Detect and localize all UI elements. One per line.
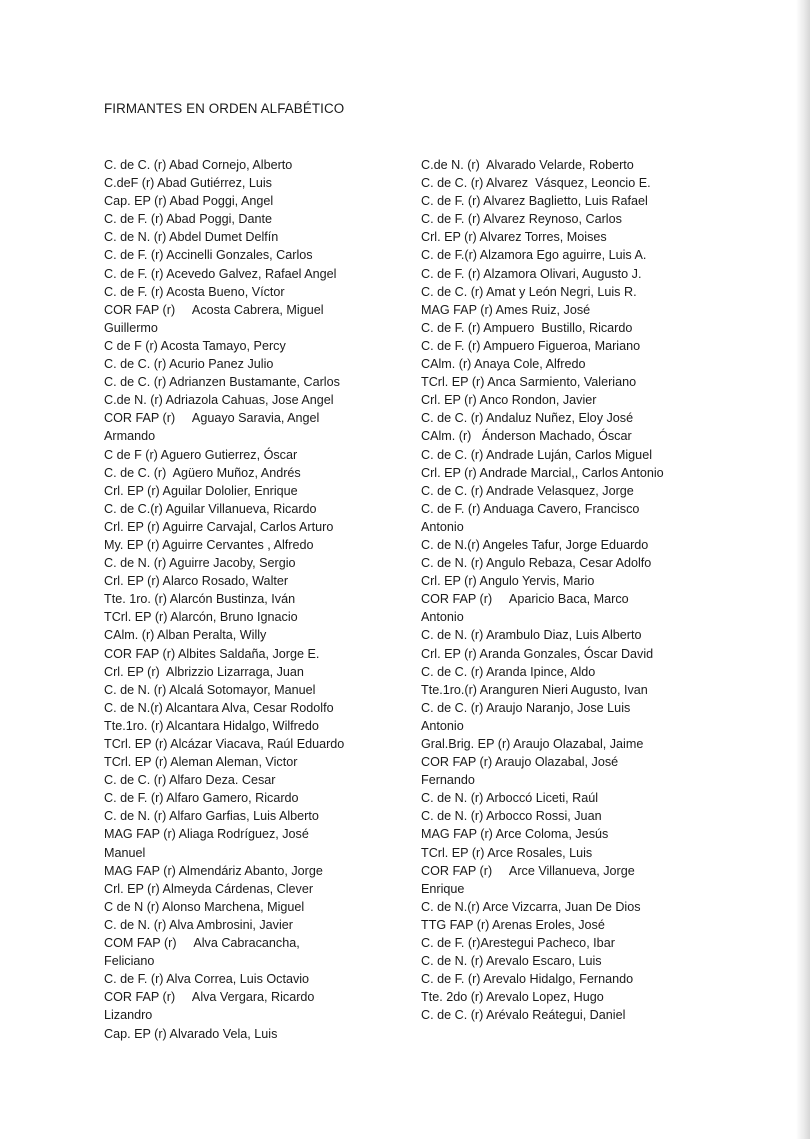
signer-line: C. de F. (r) Anduaga Cavero, Francisco [421, 501, 640, 516]
signer-line: Crl. EP (r) Angulo Yervis, Mario [421, 574, 595, 589]
signers-column-left [104, 156, 382, 1043]
signer-line: Fernando [421, 773, 475, 788]
signer-line: Guillermo [104, 320, 158, 335]
signer-line: Feliciano [104, 954, 155, 969]
signers-column-right [421, 156, 679, 1025]
signer-line: Cap. EP (r) Alvarado Vela, Luis [104, 1026, 278, 1041]
signer-line: C. de F. (r) Acevedo Galvez, Rafael Angel [104, 266, 337, 281]
signer-line: C. de C. (r) Alvarez Vásquez, Leoncio E. [421, 176, 651, 191]
signer-line: Tte.1ro. (r) Alcantara Hidalgo, Wilfredo [104, 718, 319, 733]
signer-line: C. de F. (r) Ampuero Bustillo, Ricardo [421, 320, 633, 335]
signer-line: C. de N. (r) Abdel Dumet Delfín [104, 230, 279, 245]
signer-line: C. de N.(r) Alcantara Alva, Cesar Rodolfo [104, 700, 334, 715]
signer-line: C. de F. (r) Accinelli Gonzales, Carlos [104, 248, 313, 263]
signer-line: Crl. EP (r) Anco Rondon, Javier [421, 393, 597, 408]
signer-line: COR FAP (r) Aguayo Saravia, Angel [104, 411, 320, 426]
signer-line: Crl. EP (r) Almeyda Cárdenas, Clever [104, 881, 314, 896]
signer-line: C. de C. (r) Adrianzen Bustamante, Carlos [104, 375, 340, 390]
signer-line: Crl. EP (r) Andrade Marcial,, Carlos Antonio [421, 465, 664, 480]
signer-line: TCrl. EP (r) Aleman Aleman, Victor [104, 755, 298, 770]
signer-line: Crl. EP (r) Albrizzio Lizarraga, Juan [104, 664, 304, 679]
page-edge-shadow [796, 0, 810, 1139]
signer-line: CAlm. (r) Ánderson Machado, Óscar [421, 429, 632, 444]
signer-line: C. de N. (r) Aguirre Jacoby, Sergio [104, 556, 296, 571]
signer-line: C de F (r) Aguero Gutierrez, Óscar [104, 447, 298, 462]
signer-line: Crl. EP (r) Aguirre Carvajal, Carlos Arturo [104, 519, 334, 534]
signer-line: Tte. 2do (r) Arevalo Lopez, Hugo [421, 990, 604, 1005]
signer-line: C. de F. (r) Alvarez Reynoso, Carlos [421, 212, 622, 227]
signer-line: COM FAP (r) Alva Cabracancha, [104, 936, 300, 951]
signer-line: C. de N. (r) Arbocco Rossi, Juan [421, 809, 602, 824]
signer-line: C. de C. (r) Aranda Ipince, Aldo [421, 664, 596, 679]
signer-line: C. de C. (r) Abad Cornejo, Alberto [104, 158, 293, 172]
signer-line: C. de N. (r) Alva Ambrosini, Javier [104, 917, 293, 932]
signer-line: TCrl. EP (r) Arce Rosales, Luis [421, 845, 593, 860]
signer-line: C. de N.(r) Arce Vizcarra, Juan De Dios [421, 899, 641, 914]
signer-line: MAG FAP (r) Aliaga Rodríguez, José [104, 827, 309, 842]
signer-line: Gral.Brig. EP (r) Araujo Olazabal, Jaime [421, 737, 644, 751]
signer-line: C. de C. (r) Alfaro Deza. Cesar [104, 773, 276, 788]
signer-line: COR FAP (r) Albites Saldaña, Jorge E. [104, 646, 320, 661]
signer-line: C. de N. (r) Alcalá Sotomayor, Manuel [104, 682, 316, 697]
signer-line: Enrique [421, 881, 465, 896]
signer-line: Manuel [104, 845, 146, 860]
signer-line: C. de N. (r) Arboccó Liceti, Raúl [421, 791, 599, 806]
signer-line: C. de C.(r) Aguilar Villanueva, Ricardo [104, 501, 317, 516]
document-title: FIRMANTES EN ORDEN ALFABÉTICO [104, 101, 345, 116]
signer-line: TCrl. EP (r) Alarcón, Bruno Ignacio [104, 610, 298, 625]
signer-line: C. de C. (r) Agüero Muñoz, Andrés [104, 465, 301, 480]
signer-line: COR FAP (r) Aparicio Baca, Marco [421, 592, 629, 607]
signer-line: C. de C. (r) Araujo Naranjo, Jose Luis [421, 700, 631, 715]
signer-line: C. de F. (r) Arevalo Hidalgo, Fernando [421, 972, 634, 987]
signer-line: C. de F. (r)Arestegui Pacheco, Ibar [421, 936, 615, 951]
signer-line: C. de N.(r) Angeles Tafur, Jorge Eduardo [421, 537, 649, 552]
signer-line: Antonio [421, 718, 464, 733]
signer-line: Cap. EP (r) Abad Poggi, Angel [104, 194, 274, 209]
signer-line: TCrl. EP (r) Alcázar Viacava, Raúl Eduardo [104, 737, 345, 751]
signer-line: CAlm. (r) Anaya Cole, Alfredo [421, 357, 586, 372]
signer-line: C. de N. (r) Alfaro Garfias, Luis Alberto [104, 809, 319, 824]
signer-line: Armando [104, 429, 156, 444]
signer-line: MAG FAP (r) Arce Coloma, Jesús [421, 827, 609, 842]
signer-line: C. de C. (r) Acurio Panez Julio [104, 357, 274, 372]
signer-line: My. EP (r) Aguirre Cervantes , Alfredo [104, 537, 314, 552]
signer-line: C. de C. (r) Andaluz Nuñez, Eloy José [421, 411, 634, 426]
signer-line: C. de C. (r) Andrade Luján, Carlos Miguel [421, 447, 652, 462]
signer-line: Antonio [421, 610, 464, 625]
signer-line: C. de N. (r) Arambulo Diaz, Luis Alberto [421, 628, 642, 643]
signer-line: MAG FAP (r) Ames Ruiz, José [421, 302, 591, 317]
signer-line: COR FAP (r) Araujo Olazabal, José [421, 755, 619, 770]
signer-line: Tte. 1ro. (r) Alarcón Bustinza, Iván [104, 592, 296, 607]
signer-line: C.deF (r) Abad Gutiérrez, Luis [104, 176, 272, 191]
signer-line: C. de C. (r) Arévalo Reátegui, Daniel [421, 1008, 626, 1023]
signer-line: COR FAP (r) Acosta Cabrera, Miguel [104, 302, 324, 317]
signer-line: Antonio [421, 519, 464, 534]
signer-line: C. de F. (r) Alzamora Olivari, Augusto J. [421, 266, 642, 281]
signer-line: C. de N. (r) Arevalo Escaro, Luis [421, 954, 602, 969]
signer-line: C.de N. (r) Adriazola Cahuas, Jose Angel [104, 393, 334, 408]
signer-line: MAG FAP (r) Almendáriz Abanto, Jorge [104, 863, 323, 878]
signer-line: C. de F. (r) Alvarez Baglietto, Luis Rafael [421, 194, 648, 209]
signer-line: Tte.1ro.(r) Aranguren Nieri Augusto, Ivan [421, 682, 648, 697]
signer-line: COR FAP (r) Alva Vergara, Ricardo [104, 990, 315, 1005]
signer-line: C. de C. (r) Amat y León Negri, Luis R. [421, 284, 637, 299]
signer-line: COR FAP (r) Arce Villanueva, Jorge [421, 863, 635, 878]
signer-line: TCrl. EP (r) Anca Sarmiento, Valeriano [421, 375, 637, 390]
signer-line: C de N (r) Alonso Marchena, Miguel [104, 899, 305, 914]
signer-line: Crl. EP (r) Aguilar Dololier, Enrique [104, 483, 298, 498]
signer-line: TTG FAP (r) Arenas Eroles, José [421, 917, 605, 932]
signer-line: C. de F.(r) Alzamora Ego aguirre, Luis A. [421, 248, 647, 263]
signer-line: C. de F. (r) Abad Poggi, Dante [104, 212, 273, 227]
signer-line: C.de N. (r) Alvarado Velarde, Roberto [421, 158, 634, 172]
signer-line: Crl. EP (r) Alarco Rosado, Walter [104, 574, 289, 589]
signer-line: C. de F. (r) Ampuero Figueroa, Mariano [421, 338, 641, 353]
signer-line: Lizandro [104, 1008, 153, 1023]
signer-line: C. de F. (r) Acosta Bueno, Víctor [104, 284, 285, 299]
signer-line: C de F (r) Acosta Tamayo, Percy [104, 338, 286, 353]
signer-line: C. de N. (r) Angulo Rebaza, Cesar Adolfo [421, 556, 652, 571]
signer-line: Crl. EP (r) Alvarez Torres, Moises [421, 230, 607, 245]
signer-line: CAlm. (r) Alban Peralta, Willy [104, 628, 267, 643]
signer-line: Crl. EP (r) Aranda Gonzales, Óscar David [421, 646, 654, 661]
signer-line: C. de F. (r) Alva Correa, Luis Octavio [104, 972, 310, 987]
signer-line: C. de C. (r) Andrade Velasquez, Jorge [421, 483, 634, 498]
signer-line: C. de F. (r) Alfaro Gamero, Ricardo [104, 791, 299, 806]
